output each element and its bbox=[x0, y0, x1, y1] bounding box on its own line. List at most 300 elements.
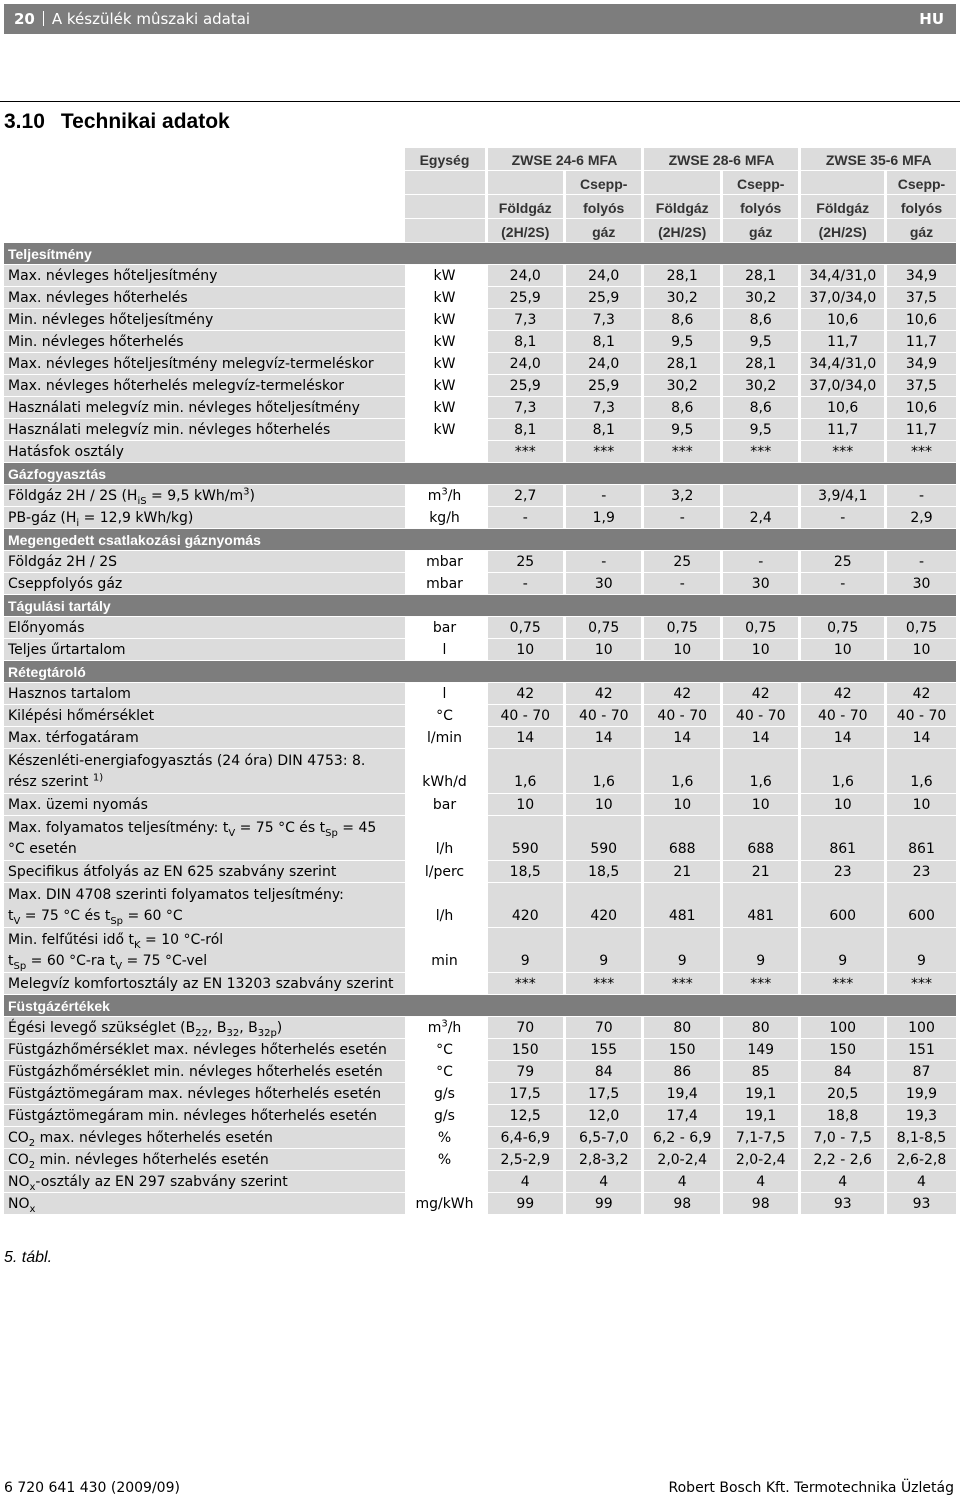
row-value: 14 bbox=[886, 727, 957, 749]
label-line: °C esetén bbox=[8, 841, 77, 857]
label-sub: 2 bbox=[28, 1159, 36, 1171]
label-part: Min. névleges hőteljesítmény bbox=[8, 311, 214, 328]
row-unit bbox=[405, 1149, 487, 1171]
row-label bbox=[4, 287, 405, 309]
row-value: 420 bbox=[486, 883, 564, 928]
row-value: 10 bbox=[800, 639, 886, 661]
row-unit bbox=[405, 375, 487, 397]
row-value: 481 bbox=[721, 883, 800, 928]
unit-text: l bbox=[442, 685, 447, 702]
table-row bbox=[4, 441, 956, 463]
group-header-row bbox=[4, 529, 956, 551]
row-value: *** bbox=[486, 441, 564, 463]
table-row bbox=[4, 727, 956, 749]
header-separator bbox=[43, 11, 44, 26]
row-value: 93 bbox=[800, 1193, 886, 1215]
row-unit bbox=[405, 705, 487, 727]
row-value: 25 bbox=[643, 551, 721, 573]
row-value: - bbox=[643, 507, 721, 529]
row-value: 18,5 bbox=[564, 861, 643, 883]
row-value: 21 bbox=[721, 861, 800, 883]
row-value: 28,1 bbox=[721, 353, 800, 375]
row-value: 10 bbox=[721, 639, 800, 661]
label-part: , B bbox=[239, 1019, 258, 1036]
unit-text: °C bbox=[436, 1041, 453, 1058]
row-value: 17,5 bbox=[486, 1083, 564, 1105]
label-sub: x bbox=[29, 1203, 36, 1215]
label-part: , B bbox=[207, 1019, 227, 1036]
row-value: - bbox=[643, 573, 721, 595]
row-value: 10 bbox=[643, 639, 721, 661]
technical-data-table bbox=[4, 148, 956, 1215]
row-value: - bbox=[564, 551, 643, 573]
unit-text: kg/h bbox=[429, 509, 460, 526]
subheader-lpg: gáz bbox=[886, 219, 957, 243]
row-value: 2,0-2,4 bbox=[643, 1149, 721, 1171]
label-part: = 75 °C és t bbox=[20, 908, 111, 924]
row-value: 1,6 bbox=[886, 749, 957, 794]
subheader-ng: (2H/2S) bbox=[643, 219, 721, 243]
table-row bbox=[4, 397, 956, 419]
unit-text: mbar bbox=[426, 575, 463, 592]
label-sub: 2 bbox=[28, 1137, 36, 1149]
unit-text: kW bbox=[433, 267, 456, 284]
row-unit bbox=[405, 551, 487, 573]
table-row bbox=[4, 617, 956, 639]
unit-text: /h bbox=[447, 1019, 462, 1036]
row-value: - bbox=[800, 573, 886, 595]
row-value: 1,9 bbox=[564, 507, 643, 529]
row-unit bbox=[405, 309, 487, 331]
row-value: 24,0 bbox=[486, 265, 564, 287]
row-value: 688 bbox=[643, 816, 721, 861]
row-value: 10,6 bbox=[886, 309, 957, 331]
row-value: 34,4/31,0 bbox=[800, 353, 886, 375]
table-row bbox=[4, 485, 956, 507]
row-value: 14 bbox=[721, 727, 800, 749]
row-value: 688 bbox=[721, 816, 800, 861]
row-label bbox=[4, 353, 405, 375]
row-value: 14 bbox=[486, 727, 564, 749]
row-value: *** bbox=[721, 441, 800, 463]
group-header: Tágulási tartály bbox=[4, 595, 956, 617]
row-value: 42 bbox=[800, 683, 886, 705]
unit-text: kW bbox=[433, 421, 456, 438]
row-value: 7,0 - 7,5 bbox=[800, 1127, 886, 1149]
row-unit bbox=[405, 287, 487, 309]
row-value: 84 bbox=[564, 1061, 643, 1083]
row-value: 80 bbox=[643, 1017, 721, 1039]
row-value: 8,6 bbox=[643, 397, 721, 419]
label-part: CO bbox=[8, 1129, 29, 1146]
row-label bbox=[4, 1039, 405, 1061]
table-row bbox=[4, 375, 956, 397]
row-value: 590 bbox=[486, 816, 564, 861]
label-sub: x bbox=[29, 1181, 36, 1193]
row-unit bbox=[405, 485, 487, 507]
row-label bbox=[4, 1083, 405, 1105]
row-value: *** bbox=[721, 973, 800, 995]
row-value: - bbox=[800, 507, 886, 529]
row-value: 149 bbox=[721, 1039, 800, 1061]
row-value: *** bbox=[564, 441, 643, 463]
row-value: 7,3 bbox=[564, 397, 643, 419]
label-part: Füstgáztömegáram max. névleges hőterhelés esetén bbox=[8, 1085, 382, 1102]
label-part: Max. folyamatos teljesítmény: t bbox=[8, 820, 229, 836]
row-value: 10,6 bbox=[886, 397, 957, 419]
row-value: 93 bbox=[886, 1193, 957, 1215]
row-value: 12,5 bbox=[486, 1105, 564, 1127]
row-value: 150 bbox=[486, 1039, 564, 1061]
row-value: 0,75 bbox=[886, 617, 957, 639]
label-part: Max. üzemi nyomás bbox=[8, 796, 148, 813]
label-part: CO bbox=[8, 1151, 29, 1168]
unit-sup: 3 bbox=[441, 485, 448, 497]
row-value: 80 bbox=[721, 1017, 800, 1039]
table-caption: 5. tábl. bbox=[4, 1249, 53, 1266]
model-header-28: ZWSE 28-6 MFA bbox=[643, 148, 800, 171]
row-value: 481 bbox=[643, 883, 721, 928]
label-part: Használati melegvíz min. névleges hőterhelés bbox=[8, 421, 331, 438]
subheader-lpg: gáz bbox=[721, 219, 800, 243]
row-value: 37,5 bbox=[886, 375, 957, 397]
label-sub: iS bbox=[137, 495, 147, 507]
section-heading: Technikai adatok bbox=[60, 110, 230, 133]
unit-text: kW bbox=[433, 311, 456, 328]
label-part: min. névleges hőterhelés esetén bbox=[35, 1151, 269, 1168]
group-header: Megengedett csatlakozási gáznyomás bbox=[4, 529, 956, 551]
unit-text: % bbox=[437, 1129, 452, 1146]
row-value: 9,5 bbox=[721, 331, 800, 353]
row-value: 4 bbox=[564, 1171, 643, 1193]
table-row bbox=[4, 1083, 956, 1105]
row-label bbox=[4, 816, 405, 861]
row-value: *** bbox=[886, 441, 957, 463]
row-unit bbox=[405, 883, 487, 928]
label-part: t bbox=[8, 908, 14, 924]
row-value: 1,6 bbox=[564, 749, 643, 794]
row-value: 99 bbox=[564, 1193, 643, 1215]
row-value: 3,9/4,1 bbox=[800, 485, 886, 507]
row-value: 98 bbox=[643, 1193, 721, 1215]
row-unit bbox=[405, 683, 487, 705]
row-value: 7,3 bbox=[564, 309, 643, 331]
subheader-ng: (2H/2S) bbox=[800, 219, 886, 243]
label-part: = 10 °C-ról bbox=[140, 932, 224, 948]
row-value: 10 bbox=[721, 794, 800, 816]
row-value: 7,3 bbox=[486, 397, 564, 419]
row-value: 9,5 bbox=[643, 331, 721, 353]
table-row bbox=[4, 1039, 956, 1061]
label-part: Füstgázhőmérséklet min. névleges hőterhelés esetén bbox=[8, 1063, 383, 1080]
label-part: Földgáz 2H / 2S bbox=[8, 553, 118, 570]
label-part: NO bbox=[8, 1173, 30, 1190]
label-part: Max. névleges hőteljesítmény bbox=[8, 267, 218, 284]
row-unit bbox=[405, 573, 487, 595]
label-sub: Sp bbox=[325, 827, 338, 839]
row-value: 18,5 bbox=[486, 861, 564, 883]
row-value: 34,9 bbox=[886, 353, 957, 375]
row-value: 10 bbox=[643, 794, 721, 816]
row-unit bbox=[405, 1171, 487, 1193]
row-label bbox=[4, 617, 405, 639]
label-part: -osztály az EN 297 szabvány szerint bbox=[35, 1173, 288, 1190]
table-row bbox=[4, 1149, 956, 1171]
row-value: 2,2 - 2,6 bbox=[800, 1149, 886, 1171]
group-header: Füstgázértékek bbox=[4, 995, 956, 1017]
row-value: 9 bbox=[886, 928, 957, 973]
row-value: 8,1-8,5 bbox=[886, 1127, 957, 1149]
row-label bbox=[4, 573, 405, 595]
row-value: 8,6 bbox=[721, 309, 800, 331]
unit-text: kW bbox=[433, 377, 456, 394]
model-header-35: ZWSE 35-6 MFA bbox=[800, 148, 956, 171]
label-sub: 22 bbox=[195, 1027, 208, 1039]
subheader-lpg: Csepp- bbox=[886, 171, 957, 195]
row-value: 37,5 bbox=[886, 287, 957, 309]
table-row bbox=[4, 507, 956, 529]
row-value: 2,8-3,2 bbox=[564, 1149, 643, 1171]
row-value: *** bbox=[643, 973, 721, 995]
table-row bbox=[4, 309, 956, 331]
label-part: Max. térfogatáram bbox=[8, 729, 139, 746]
unit-text: m bbox=[427, 1019, 442, 1036]
row-value: 14 bbox=[800, 727, 886, 749]
unit-text: bar bbox=[432, 619, 457, 636]
row-label bbox=[4, 1127, 405, 1149]
row-value: 600 bbox=[886, 883, 957, 928]
row-value: 42 bbox=[721, 683, 800, 705]
row-label bbox=[4, 507, 405, 529]
subheader-ng: Földgáz bbox=[486, 195, 564, 219]
row-value: 10 bbox=[886, 639, 957, 661]
table-row bbox=[4, 1105, 956, 1127]
row-value: *** bbox=[643, 441, 721, 463]
row-label bbox=[4, 1105, 405, 1127]
table-row bbox=[4, 973, 956, 995]
group-header-row bbox=[4, 661, 956, 683]
unit-text: l/h bbox=[435, 908, 454, 924]
row-value: 37,0/34,0 bbox=[800, 375, 886, 397]
unit-text: kW bbox=[433, 355, 456, 372]
table-row bbox=[4, 794, 956, 816]
row-value: 100 bbox=[800, 1017, 886, 1039]
row-value: 30 bbox=[886, 573, 957, 595]
unit-text: min bbox=[431, 953, 458, 969]
row-value: 99 bbox=[486, 1193, 564, 1215]
unit-text: kW bbox=[433, 399, 456, 416]
row-value: 25,9 bbox=[564, 287, 643, 309]
table-row bbox=[4, 419, 956, 441]
table-row bbox=[4, 1061, 956, 1083]
row-value: 10 bbox=[486, 639, 564, 661]
row-value: 1,6 bbox=[721, 749, 800, 794]
group-header: Teljesítmény bbox=[4, 243, 956, 265]
row-value: 3,2 bbox=[643, 485, 721, 507]
row-value: 11,7 bbox=[886, 331, 957, 353]
row-value: 20,5 bbox=[800, 1083, 886, 1105]
row-value: 0,75 bbox=[564, 617, 643, 639]
row-value: 17,5 bbox=[564, 1083, 643, 1105]
row-value: 8,1 bbox=[564, 331, 643, 353]
row-value: 9 bbox=[486, 928, 564, 973]
unit-text: l/min bbox=[426, 729, 462, 746]
row-value: 2,6-2,8 bbox=[886, 1149, 957, 1171]
label-part: t bbox=[8, 953, 14, 969]
unit-text: m bbox=[427, 487, 442, 504]
row-value: 6,5-7,0 bbox=[564, 1127, 643, 1149]
row-value: 24,0 bbox=[564, 265, 643, 287]
unit-sup: 3 bbox=[441, 1017, 448, 1029]
label-part: NO bbox=[8, 1195, 30, 1212]
row-unit bbox=[405, 639, 487, 661]
row-value: 10 bbox=[800, 794, 886, 816]
row-unit bbox=[405, 1083, 487, 1105]
row-unit bbox=[405, 507, 487, 529]
row-unit bbox=[405, 441, 487, 463]
row-value: 861 bbox=[800, 816, 886, 861]
row-value: - bbox=[486, 507, 564, 529]
row-value: 100 bbox=[886, 1017, 957, 1039]
row-unit bbox=[405, 794, 487, 816]
row-value: 150 bbox=[643, 1039, 721, 1061]
label-line: rész szerint bbox=[8, 774, 93, 790]
row-value: 42 bbox=[564, 683, 643, 705]
unit-text: /h bbox=[447, 487, 462, 504]
row-value: 1,6 bbox=[486, 749, 564, 794]
label-part: Előnyomás bbox=[8, 619, 85, 636]
label-sub: K bbox=[134, 939, 141, 951]
row-value: 25 bbox=[800, 551, 886, 573]
row-value: 9 bbox=[800, 928, 886, 973]
row-label bbox=[4, 1193, 405, 1215]
label-part: ) bbox=[276, 1019, 283, 1036]
row-value: 70 bbox=[486, 1017, 564, 1039]
label-sub: Sp bbox=[13, 960, 27, 972]
row-value: 30 bbox=[564, 573, 643, 595]
label-part: Hasznos tartalom bbox=[8, 685, 131, 702]
row-value: 87 bbox=[886, 1061, 957, 1083]
label-part: Hatásfok osztály bbox=[8, 443, 124, 460]
row-label bbox=[4, 749, 405, 794]
row-label bbox=[4, 861, 405, 883]
row-value: 11,7 bbox=[800, 419, 886, 441]
unit-text: °C bbox=[436, 1063, 453, 1080]
page-number: 20 bbox=[14, 10, 35, 28]
label-part: Specifikus átfolyás az EN 625 szabvány szerint bbox=[8, 863, 337, 880]
row-value: 19,3 bbox=[886, 1105, 957, 1127]
row-label bbox=[4, 397, 405, 419]
row-value: 7,1-7,5 bbox=[721, 1127, 800, 1149]
table-row bbox=[4, 861, 956, 883]
unit-text: g/s bbox=[434, 1107, 455, 1124]
row-value: 10 bbox=[486, 794, 564, 816]
table-row bbox=[4, 883, 956, 928]
label-part: PB-gáz (H bbox=[8, 509, 77, 526]
unit-text: mg/kWh bbox=[415, 1195, 474, 1212]
row-label bbox=[4, 441, 405, 463]
row-unit bbox=[405, 331, 487, 353]
row-value: 30,2 bbox=[721, 287, 800, 309]
row-value: 2,9 bbox=[886, 507, 957, 529]
row-label bbox=[4, 375, 405, 397]
label-part: Melegvíz komfortosztály az EN 13203 szabvány szerint bbox=[8, 975, 394, 992]
label-part: ) bbox=[249, 487, 255, 504]
row-value: 590 bbox=[564, 816, 643, 861]
row-value: 6,4-6,9 bbox=[486, 1127, 564, 1149]
table-row bbox=[4, 639, 956, 661]
row-value: 79 bbox=[486, 1061, 564, 1083]
row-label bbox=[4, 309, 405, 331]
row-value: 4 bbox=[721, 1171, 800, 1193]
row-value: 85 bbox=[721, 1061, 800, 1083]
table-row bbox=[4, 287, 956, 309]
row-value: *** bbox=[800, 441, 886, 463]
subheader-lpg: Csepp- bbox=[721, 171, 800, 195]
row-value: 0,75 bbox=[800, 617, 886, 639]
row-value: 2,7 bbox=[486, 485, 564, 507]
table-row bbox=[4, 1017, 956, 1039]
row-value: 2,0-2,4 bbox=[721, 1149, 800, 1171]
row-value: 25,9 bbox=[564, 375, 643, 397]
label-part: Füstgázhőmérséklet max. névleges hőterhelés esetén bbox=[8, 1041, 387, 1058]
row-label bbox=[4, 639, 405, 661]
table-row bbox=[4, 749, 956, 794]
row-unit bbox=[405, 397, 487, 419]
row-value: 40 - 70 bbox=[721, 705, 800, 727]
row-value: 8,1 bbox=[486, 419, 564, 441]
label-part: Füstgáztömegáram min. névleges hőterhelés esetén bbox=[8, 1107, 378, 1124]
row-value: 25,9 bbox=[486, 375, 564, 397]
unit-text: l/h bbox=[435, 841, 454, 857]
row-unit bbox=[405, 1193, 487, 1215]
unit-text: °C bbox=[436, 707, 453, 724]
row-value: 10,6 bbox=[800, 397, 886, 419]
row-value: - bbox=[886, 485, 957, 507]
table-row bbox=[4, 353, 956, 375]
label-part: Max. névleges hőterhelés melegvíz-termeléskor bbox=[8, 377, 344, 394]
row-label bbox=[4, 551, 405, 573]
row-label bbox=[4, 265, 405, 287]
group-header-row bbox=[4, 243, 956, 265]
row-value: 8,6 bbox=[721, 397, 800, 419]
unit-text: bar bbox=[432, 796, 457, 813]
row-unit bbox=[405, 1105, 487, 1127]
row-value: 24,0 bbox=[486, 353, 564, 375]
row-label bbox=[4, 683, 405, 705]
header-blank bbox=[4, 148, 405, 171]
row-value: 84 bbox=[800, 1061, 886, 1083]
row-value: 23 bbox=[886, 861, 957, 883]
label-part: Max. névleges hőteljesítmény melegvíz-termeléskor bbox=[8, 355, 374, 372]
label-part: Használati melegvíz min. névleges hőteljesítmény bbox=[8, 399, 360, 416]
row-label bbox=[4, 1171, 405, 1193]
subheader-ng: (2H/2S) bbox=[486, 219, 564, 243]
row-label bbox=[4, 331, 405, 353]
row-value: 6,2 - 6,9 bbox=[643, 1127, 721, 1149]
row-label bbox=[4, 705, 405, 727]
row-value: 10 bbox=[564, 639, 643, 661]
subheader-lpg: folyós bbox=[564, 195, 643, 219]
label-sub: i bbox=[76, 517, 80, 529]
label-line: Készenléti-energiafogyasztás (24 óra) DIN 4753: 8. bbox=[8, 753, 366, 769]
row-value: 98 bbox=[721, 1193, 800, 1215]
unit-text: l bbox=[442, 641, 447, 658]
row-value: 11,7 bbox=[800, 331, 886, 353]
label-part: max. névleges hőterhelés esetén bbox=[35, 1129, 273, 1146]
row-value: 1,6 bbox=[800, 749, 886, 794]
label-part: = 75 °C és t bbox=[235, 820, 326, 836]
